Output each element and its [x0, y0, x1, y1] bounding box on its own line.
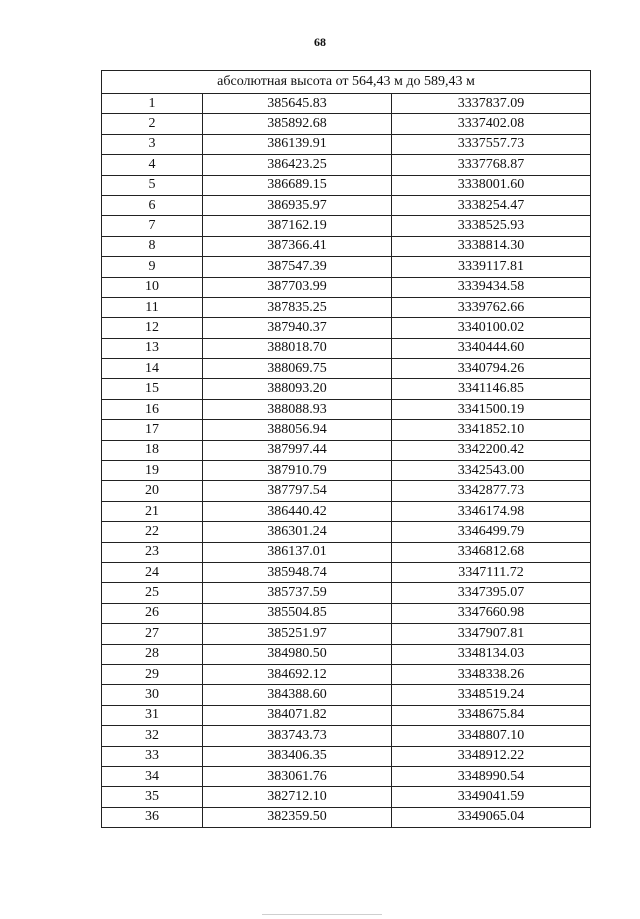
x-coordinate-cell: 382359.50 [203, 807, 392, 827]
x-coordinate-cell: 387703.99 [203, 277, 392, 297]
y-coordinate-cell: 3342200.42 [392, 440, 591, 460]
scan-artifact-line [262, 914, 382, 915]
point-number-cell: 24 [102, 562, 203, 582]
point-number-cell: 1 [102, 94, 203, 114]
x-coordinate-cell: 386301.24 [203, 522, 392, 542]
x-coordinate-cell: 387940.37 [203, 318, 392, 338]
table-row [102, 583, 591, 603]
y-coordinate-cell: 3340794.26 [392, 359, 591, 379]
point-number-cell: 12 [102, 318, 203, 338]
y-coordinate-cell: 3349065.04 [392, 807, 591, 827]
x-coordinate-cell: 384980.50 [203, 644, 392, 664]
point-number-cell: 33 [102, 746, 203, 766]
x-coordinate-cell: 387797.54 [203, 481, 392, 501]
coordinates-table [101, 70, 591, 828]
point-number-cell: 26 [102, 603, 203, 623]
table-row [102, 501, 591, 521]
y-coordinate-cell: 3348134.03 [392, 644, 591, 664]
y-coordinate-cell: 3347660.98 [392, 603, 591, 623]
y-coordinate-cell: 3348675.84 [392, 705, 591, 725]
point-number-cell: 19 [102, 461, 203, 481]
y-coordinate-cell: 3340100.02 [392, 318, 591, 338]
x-coordinate-cell: 385645.83 [203, 94, 392, 114]
x-coordinate-cell: 385504.85 [203, 603, 392, 623]
y-coordinate-cell: 3347111.72 [392, 562, 591, 582]
y-coordinate-cell: 3337768.87 [392, 155, 591, 175]
point-number-cell: 27 [102, 624, 203, 644]
x-coordinate-cell: 385892.68 [203, 114, 392, 134]
point-number-cell: 18 [102, 440, 203, 460]
table-row [102, 114, 591, 134]
y-coordinate-cell: 3339434.58 [392, 277, 591, 297]
point-number-cell: 13 [102, 338, 203, 358]
point-number-cell: 22 [102, 522, 203, 542]
table-row [102, 236, 591, 256]
page-number: 68 [314, 35, 326, 49]
x-coordinate-cell: 387547.39 [203, 257, 392, 277]
point-number-cell: 10 [102, 277, 203, 297]
table-row [102, 562, 591, 582]
table-body [102, 94, 591, 828]
point-number-cell: 34 [102, 766, 203, 786]
y-coordinate-cell: 3346499.79 [392, 522, 591, 542]
x-coordinate-cell: 386423.25 [203, 155, 392, 175]
x-coordinate-cell: 387910.79 [203, 461, 392, 481]
x-coordinate-cell: 387162.19 [203, 216, 392, 236]
y-coordinate-cell: 3348912.22 [392, 746, 591, 766]
y-coordinate-cell: 3348807.10 [392, 726, 591, 746]
table-row [102, 766, 591, 786]
table-row [102, 522, 591, 542]
x-coordinate-cell: 388056.94 [203, 420, 392, 440]
x-coordinate-cell: 388018.70 [203, 338, 392, 358]
point-number-cell: 23 [102, 542, 203, 562]
table-row [102, 726, 591, 746]
point-number-cell: 36 [102, 807, 203, 827]
table-row [102, 807, 591, 827]
table-header: абсолютная высота от 564,43 м до 589,43 м [102, 71, 591, 94]
y-coordinate-cell: 3337557.73 [392, 134, 591, 154]
y-coordinate-cell: 3337402.08 [392, 114, 591, 134]
y-coordinate-cell: 3339117.81 [392, 257, 591, 277]
table-row [102, 644, 591, 664]
point-number-cell: 15 [102, 379, 203, 399]
point-number-cell: 29 [102, 664, 203, 684]
table-row [102, 134, 591, 154]
table-row [102, 787, 591, 807]
y-coordinate-cell: 3337837.09 [392, 94, 591, 114]
point-number-cell: 28 [102, 644, 203, 664]
y-coordinate-cell: 3348990.54 [392, 766, 591, 786]
point-number-cell: 11 [102, 297, 203, 317]
x-coordinate-cell: 386137.01 [203, 542, 392, 562]
y-coordinate-cell: 3347395.07 [392, 583, 591, 603]
point-number-cell: 16 [102, 399, 203, 419]
table-row [102, 481, 591, 501]
table-row [102, 379, 591, 399]
table-row [102, 440, 591, 460]
x-coordinate-cell: 386689.15 [203, 175, 392, 195]
point-number-cell: 31 [102, 705, 203, 725]
x-coordinate-cell: 383061.76 [203, 766, 392, 786]
y-coordinate-cell: 3339762.66 [392, 297, 591, 317]
table-row [102, 297, 591, 317]
x-coordinate-cell: 387997.44 [203, 440, 392, 460]
x-coordinate-cell: 385251.97 [203, 624, 392, 644]
x-coordinate-cell: 388093.20 [203, 379, 392, 399]
table-header-row [102, 71, 591, 94]
y-coordinate-cell: 3341500.19 [392, 399, 591, 419]
y-coordinate-cell: 3338525.93 [392, 216, 591, 236]
table-row [102, 216, 591, 236]
point-number-cell: 14 [102, 359, 203, 379]
y-coordinate-cell: 3346812.68 [392, 542, 591, 562]
table-row [102, 257, 591, 277]
table-row [102, 195, 591, 215]
y-coordinate-cell: 3338001.60 [392, 175, 591, 195]
point-number-cell: 21 [102, 501, 203, 521]
y-coordinate-cell: 3338814.30 [392, 236, 591, 256]
x-coordinate-cell: 386139.91 [203, 134, 392, 154]
point-number-cell: 6 [102, 195, 203, 215]
table-row [102, 175, 591, 195]
y-coordinate-cell: 3347907.81 [392, 624, 591, 644]
x-coordinate-cell: 383406.35 [203, 746, 392, 766]
table-row [102, 399, 591, 419]
table-row [102, 664, 591, 684]
x-coordinate-cell: 384071.82 [203, 705, 392, 725]
x-coordinate-cell: 385948.74 [203, 562, 392, 582]
y-coordinate-cell: 3348338.26 [392, 664, 591, 684]
y-coordinate-cell: 3338254.47 [392, 195, 591, 215]
y-coordinate-cell: 3349041.59 [392, 787, 591, 807]
table-row [102, 420, 591, 440]
x-coordinate-cell: 388069.75 [203, 359, 392, 379]
x-coordinate-cell: 388088.93 [203, 399, 392, 419]
point-number-cell: 35 [102, 787, 203, 807]
y-coordinate-cell: 3346174.98 [392, 501, 591, 521]
point-number-cell: 8 [102, 236, 203, 256]
x-coordinate-cell: 385737.59 [203, 583, 392, 603]
point-number-cell: 4 [102, 155, 203, 175]
point-number-cell: 3 [102, 134, 203, 154]
y-coordinate-cell: 3342543.00 [392, 461, 591, 481]
table-row [102, 277, 591, 297]
table-row [102, 338, 591, 358]
y-coordinate-cell: 3348519.24 [392, 685, 591, 705]
x-coordinate-cell: 386440.42 [203, 501, 392, 521]
y-coordinate-cell: 3342877.73 [392, 481, 591, 501]
y-coordinate-cell: 3341146.85 [392, 379, 591, 399]
table-row [102, 94, 591, 114]
table-row [102, 685, 591, 705]
point-number-cell: 7 [102, 216, 203, 236]
y-coordinate-cell: 3341852.10 [392, 420, 591, 440]
table-row [102, 542, 591, 562]
table-row [102, 624, 591, 644]
table-row [102, 603, 591, 623]
point-number-cell: 30 [102, 685, 203, 705]
x-coordinate-cell: 382712.10 [203, 787, 392, 807]
table-row [102, 746, 591, 766]
x-coordinate-cell: 384388.60 [203, 685, 392, 705]
table-row [102, 155, 591, 175]
x-coordinate-cell: 384692.12 [203, 664, 392, 684]
table-row [102, 705, 591, 725]
x-coordinate-cell: 387835.25 [203, 297, 392, 317]
x-coordinate-cell: 383743.73 [203, 726, 392, 746]
point-number-cell: 20 [102, 481, 203, 501]
point-number-cell: 2 [102, 114, 203, 134]
point-number-cell: 9 [102, 257, 203, 277]
table-row [102, 461, 591, 481]
x-coordinate-cell: 387366.41 [203, 236, 392, 256]
point-number-cell: 5 [102, 175, 203, 195]
point-number-cell: 25 [102, 583, 203, 603]
table-row [102, 318, 591, 338]
point-number-cell: 32 [102, 726, 203, 746]
table-row [102, 359, 591, 379]
y-coordinate-cell: 3340444.60 [392, 338, 591, 358]
x-coordinate-cell: 386935.97 [203, 195, 392, 215]
point-number-cell: 17 [102, 420, 203, 440]
